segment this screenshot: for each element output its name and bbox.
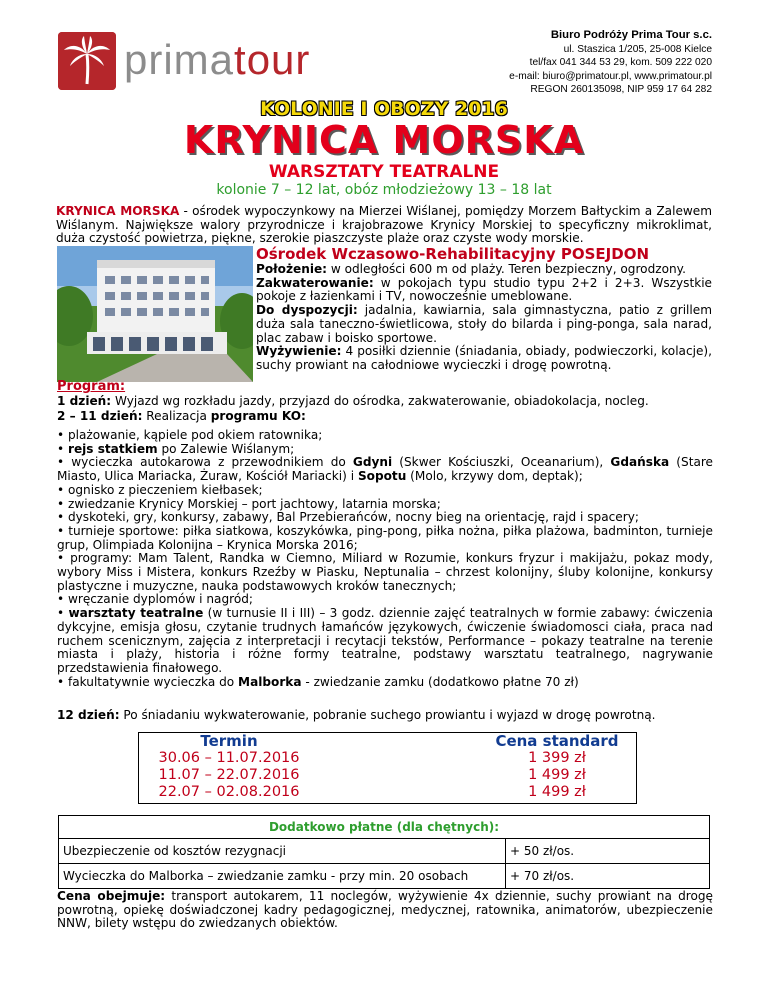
program-days: [57, 394, 717, 424]
resort-name: Ośrodek Wczasowo-Rehabilitacyjny POSEJDON: [256, 245, 650, 263]
resort-facilities: Do dyspozycji: jadalnia, kawiarnia, sala gimnastyczna, patio z grillem duża sala taneczno-świetlicowa, stoły do bilarda i ping-ponga, sala narad, plac zabaw i boisko sportowe.: [256, 303, 712, 345]
table-row: [59, 839, 710, 864]
list-item: • fakultatywnie wycieczka do Malborka - zwiedzanie zamku (dodatkowo płatne 70 zł): [57, 674, 579, 689]
list-item: • turnieje sportowe: piłka siatkowa, koszykówka, ping-pong, piłka nożna, piłka plażowa, badminton, turnieje grup, Olimpiada Kolonijna – Krynica Morska 2016;: [57, 523, 713, 552]
resort-description: [256, 263, 712, 373]
intro-name: KRYNICA MORSKA: [56, 204, 180, 218]
extras-header: Dodatkowo płatne (dla chętnych):: [59, 816, 710, 839]
table-row: [59, 864, 710, 889]
price-includes: Cena obejmuje: transport autokarem, 11 noclegów, wyżywienie 4x dziennie, suchy prowiant na drogę powrotną, opiekę doświadczonej kadry pedagogicznej, medycznej, ratownika, animatorów, ubezpieczenie NNW, bilety wstępu do zwiedzanych obiektów.: [57, 889, 713, 931]
list-item: • programy: Mam Talent, Randka w Ciemno, Miliard w Rozumie, konkurs fryzur i makijażu, pokaz mody, wybory Miss i Mistera, konkurs Rzeźby w Piasku, Neptunalia – chrzest kolonijny, śluby kolonijne, konkursy plastyczne i muzyczne, nauka podstawowych kroków tanecznych;: [57, 551, 713, 593]
company-info: [509, 29, 712, 97]
company-email: e-mail: biuro@primatour.pl, www.primatour.pl: [509, 70, 712, 82]
palm-logo-icon: [58, 32, 116, 90]
headline: KOLONIE I OBOZY 2016: [260, 98, 508, 120]
term-cell: 11.07 – 22.07.2016: [158, 767, 300, 783]
company-name: Biuro Podróży Prima Tour s.c.: [550, 29, 712, 41]
program-list: [57, 429, 713, 689]
day-2-11: 2 – 11 dzień: Realizacja programu KO:: [57, 409, 306, 423]
day-12: 12 dzień: Po śniadaniu wykwaterowanie, pobranie suchego prowiantu i wyjazd w drogę powrotną.: [57, 708, 656, 722]
age-info: kolonie 7 – 12 lat, obóz młodzieżowy 13 – 18 lat: [216, 182, 552, 198]
resort-location: Położenie: w odległości 600 m od plaży. Teren bezpieczny, ogrodzony.: [256, 262, 686, 276]
extra-name: Ubezpieczenie od kosztów rezygnacji: [59, 839, 506, 864]
list-item: • ognisko z pieczeniem kiełbasek;: [57, 482, 263, 497]
resort-accommodation: Zakwaterowanie: w pokojach typu studio typu 2+2 i 2+3. Wszystkie pokoje z łazienkami i TV, nowocześnie umeblowane.: [256, 275, 712, 304]
list-item: • warsztaty teatralne (w turnusie II i III) – 3 godz. dziennie zajęć teatralnych w formie zabawy: ćwiczenia dykcyjne, emisja głosu, czytanie trudnych łamańców językowych, ćwiczenie świadomosci ciała, praca nad ruchem scenicznym, zajęcia z interpretacji i recytacji tekstów, Performance – pokazy teatralne na terenie miasta i plaży, historia i różne formy teatralne, podstawy warsztatu teatralnego, nagrywanie przedstawienia finałowego.: [57, 606, 713, 675]
extra-price: + 70 zł/os.: [506, 864, 710, 889]
company-phone: tel/fax 041 344 53 29, kom. 509 222 020: [529, 57, 712, 69]
price-cell: 1 499 zł: [528, 784, 586, 800]
intro-paragraph: [56, 205, 712, 246]
logo-text-b: tour: [234, 36, 311, 83]
resort-photo: [57, 246, 253, 382]
term-cell: 30.06 – 11.07.2016: [158, 750, 300, 766]
logo-text-a: prima: [124, 36, 235, 83]
list-item: • wycieczka autokarowa z przewodnikiem do Gdyni (Skwer Kościuszki, Oceanarium), Gdańska (Stare Miasto, Ulica Mariacka, Żuraw, Kościół Mariacki) i Sopotu (Molo, krzywy dom, deptak);: [57, 455, 714, 484]
list-item: • wręczanie dyplomów i nagród;: [57, 592, 253, 607]
list-item: • rejs statkiem po Zalewie Wiślanym;: [57, 441, 295, 456]
table-row: [59, 816, 710, 839]
program-heading: Program:: [57, 379, 126, 394]
extras-table: [58, 815, 710, 889]
company-address: ul. Staszica 1/205, 25-008 Kielce: [563, 43, 712, 55]
term-cell: 22.07 – 02.08.2016: [158, 784, 300, 800]
intro-text: - ośrodek wypoczynkowy na Mierzei Wiślanej, pomiędzy Morzem Bałtyckim a Zalewem Wiślanym. Największe walory przyrodnicze i krajobrazowe Krynicy Morskiej to specyficzny mikroklimat, duża czystość powietrza, piękne, szerokie piaszczyste plaże oraz czyste wody morskie.: [56, 204, 712, 246]
resort-meals: Wyżywienie: 4 posiłki dziennie (śniadania, obiady, podwieczorki, kolacje), suchy prowiant na całodniowe wycieczki i drogę powrotną.: [256, 344, 712, 372]
terms-table: [138, 732, 637, 804]
term-column: [139, 733, 319, 801]
extra-name: Wycieczka do Malborka – zwiedzanie zamku - przy min. 20 osobach: [59, 864, 506, 889]
price-cell: 1 499 zł: [528, 767, 586, 783]
destination-title: KRYNICA MORSKA: [183, 118, 585, 162]
price-header: Cena standard: [495, 732, 619, 750]
company-logo: [58, 32, 348, 92]
logo-wordmark: [124, 36, 310, 84]
program-subtitle: WARSZTATY TEATRALNE: [268, 162, 500, 182]
list-item: • dyskoteki, gry, konkursy, zabawy, Bal Przebierańców, nocny bieg na orientację, rajd i spacery;: [57, 510, 639, 525]
company-regon: REGON 260135098, NIP 959 17 64 282: [530, 84, 712, 96]
extra-price: + 50 zł/os.: [506, 839, 710, 864]
term-header: Termin: [200, 732, 258, 750]
day-1: 1 dzień: Wyjazd wg rozkładu jazdy, przyjazd do ośrodka, zakwaterowanie, obiadokolacja, nocleg.: [57, 394, 649, 408]
price-cell: 1 399 zł: [528, 750, 586, 766]
price-column: [482, 733, 632, 801]
list-item: • zwiedzanie Krynicy Morskiej – port jachtowy, latarnia morska;: [57, 496, 441, 511]
list-item: • plażowanie, kąpiele pod okiem ratownika;: [57, 428, 323, 442]
